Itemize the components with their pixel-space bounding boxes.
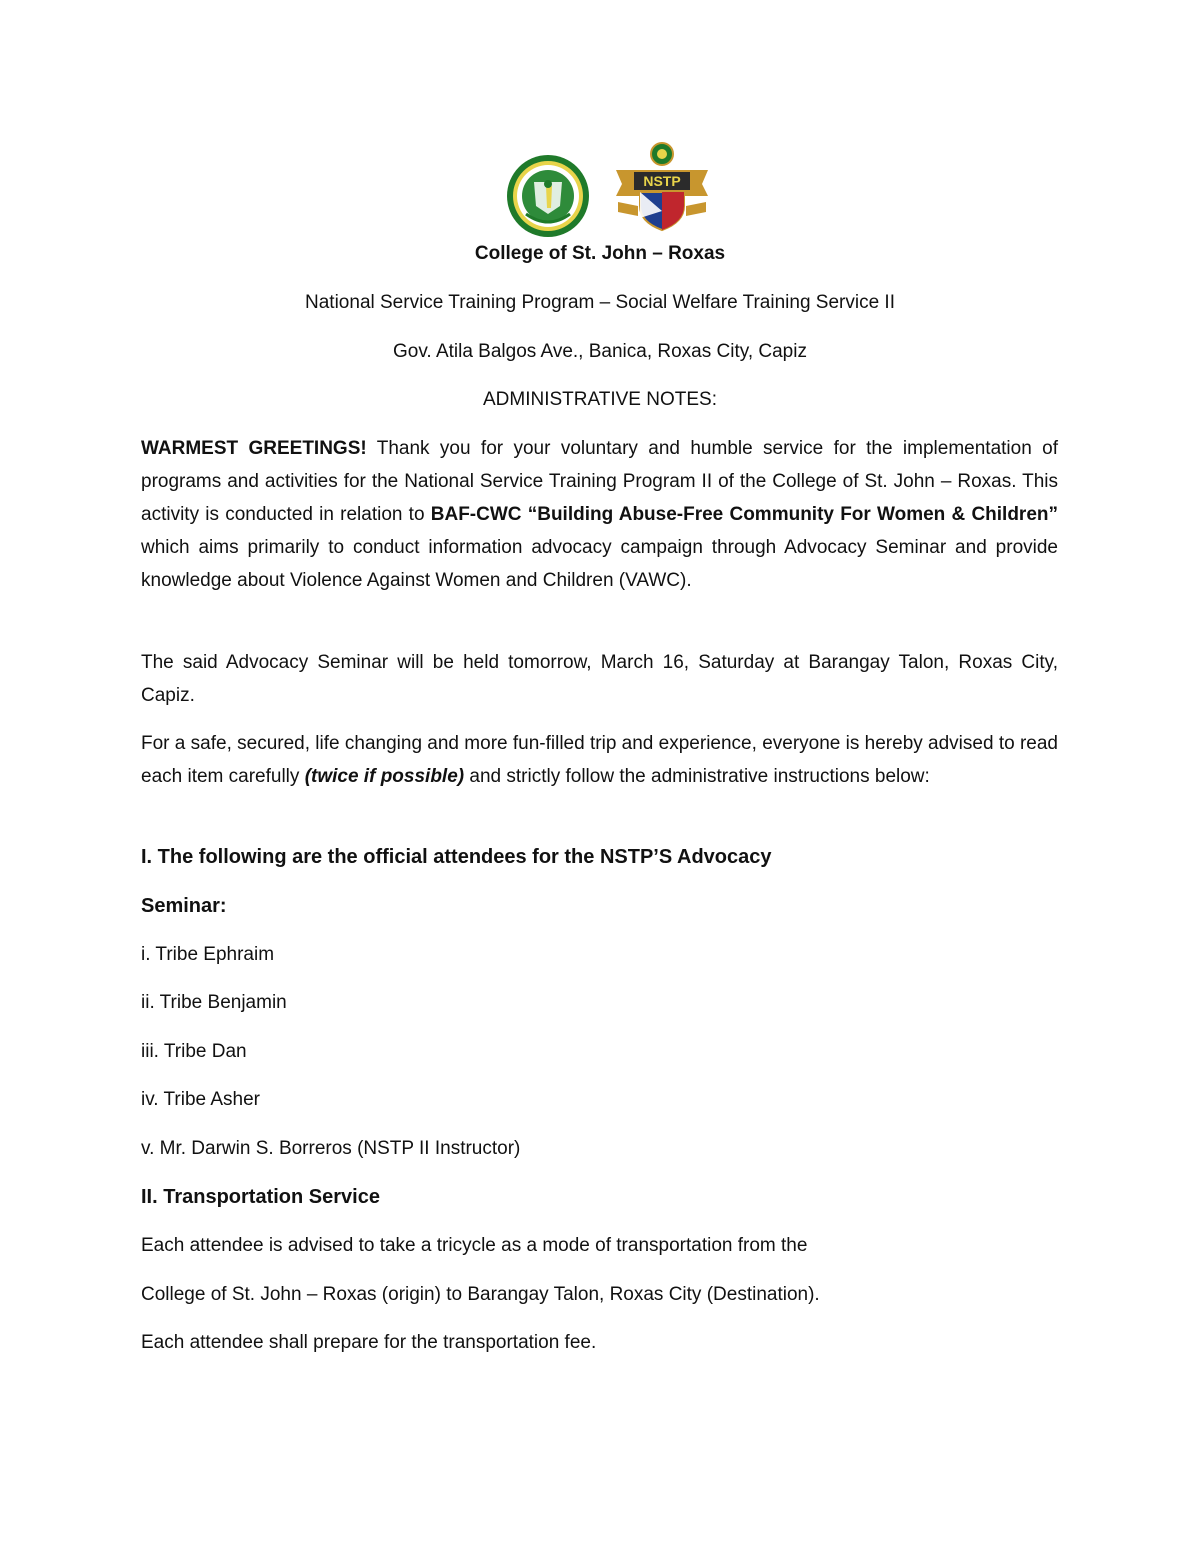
greeting: WARMEST GREETINGS! [141,438,367,459]
attendee-item: i. Tribe Ephraim [141,944,275,965]
nstp-emblem-icon [612,140,712,232]
notes-title: ADMINISTRATIVE NOTES: [482,389,717,410]
intro-text-2: which aims primarily to conduct information advocacy campaign through Advocacy Seminar and provide knowledge about Violence Against Women and Children (VAWC). [141,537,1058,591]
college-seal-icon [506,154,590,238]
attendee-item: iv. Tribe Asher [141,1089,260,1110]
transport-line: Each attendee shall prepare for the transportation fee. [141,1332,597,1353]
instructions-emphasis: (twice if possible) [304,766,465,787]
intro-paragraph [141,432,1058,597]
program-subtitle: National Service Training Program – Social Welfare Training Service II [305,292,895,313]
transport-line: College of St. John – Roxas (origin) to Barangay Talon, Roxas City (Destination). [141,1284,820,1305]
section2-heading: II. Transportation Service [141,1186,380,1208]
address-line: Gov. Atila Balgos Ave., Banica, Roxas City, Capiz [393,341,807,362]
institution-title: College of St. John – Roxas [474,243,726,264]
instructions-text-1: For a safe, secured, life changing and more fun-filled trip and experience, everyone is hereby advised to read each item carefully [141,733,1058,787]
transport-line: Each attendee is advised to take a tricycle as a mode of transportation from the [141,1235,808,1256]
campaign-name: BAF-CWC “Building Abuse-Free Community For Women & Children” [430,504,1059,525]
attendee-item: ii. Tribe Benjamin [141,992,287,1013]
section1-heading-line2: Seminar: [141,895,227,917]
nstp-logo-text: NSTP [643,173,681,189]
section1-heading-line1: I. The following are the official attendees for the NSTP’S Advocacy [141,846,772,868]
instructions-paragraph [141,727,1058,793]
logo-row [0,140,1200,232]
instructions-text-2: and strictly follow the administrative instructions below: [464,766,930,787]
attendee-item: v. Mr. Darwin S. Borreros (NSTP II Instructor) [141,1138,521,1159]
attendee-item: iii. Tribe Dan [141,1041,247,1062]
seminar-paragraph: The said Advocacy Seminar will be held tomorrow, March 16, Saturday at Barangay Talon, Roxas City, Capiz. [141,652,1058,706]
intro-text-1: Thank you for your voluntary and humble service for the implementation of programs and activities for the National Service Training Program II of the College of St. John – Roxas. This activity is conducted in relation to [141,438,1058,525]
